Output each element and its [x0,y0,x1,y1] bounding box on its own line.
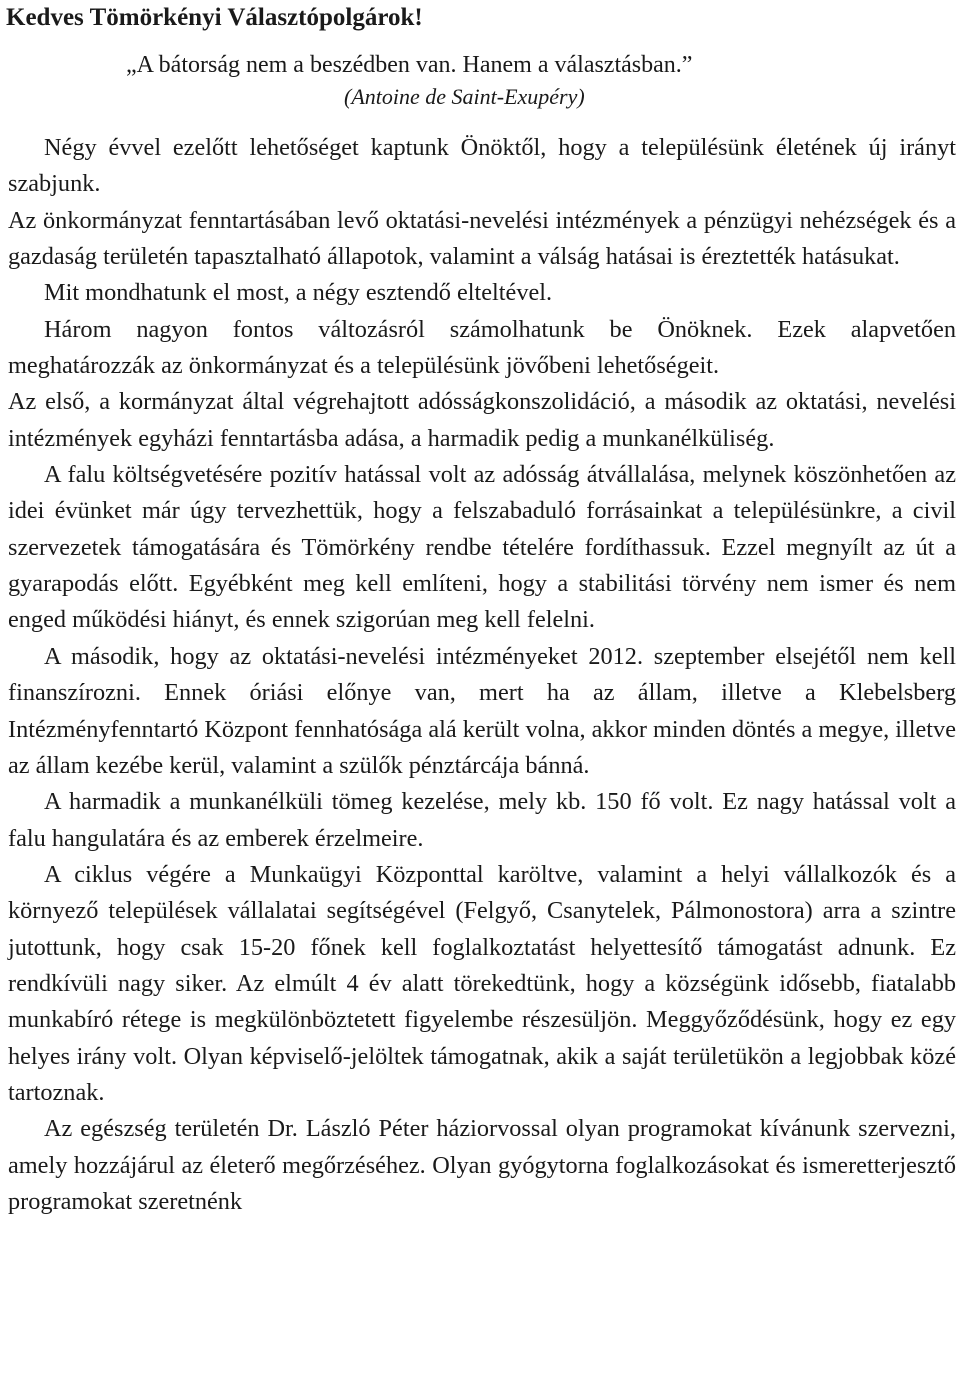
paragraph-8: A harmadik a munkanélküli tömeg kezelése, mely kb. 150 fő volt. Ez nagy hatással volt a falu hangulatára és az emberek érzelmeire. [8,788,956,852]
document-title: Kedves Tömörkényi Választópolgárok! [6,4,423,31]
paragraph-7: A második, hogy az oktatási-nevelési intézményeket 2012. szeptember elsejétől nem kell finanszírozni. Ennek óriási előnye van, mert ha az állam, illetve a Klebelsberg Intézményfenntartó Központ fennhatósága alá került volna, akkor minden döntés a megye, illetve az állam kezébe kerül, valamint a szülők pénztárcája bánná. [8,642,956,779]
document-page [8,0,956,1220]
paragraph-3: Mit mondhatunk el most, a négy esztendő elteltével. [44,279,553,307]
paragraph-6: A falu költségvetésére pozitív hatással volt az adósság átvállalása, melynek köszönhetően az idei évünket már úgy tervezhettük, hogy a felszabaduló forrásainkat a településünkre, a civil szervezetek támogatására és Tömörkény rendbe tételére fordíthassuk. Ezzel megnyílt az út a gyarapodás előtt. Egyébként meg kell említeni, hogy a stabilitási törvény nem ismer és nem enged működési hiányt, és ennek szigorúan meg kell felelni. [8,461,956,634]
paragraph-1: Négy évvel ezelőtt lehetőséget kaptunk Önöktől, hogy a településünk életének új irányt szabjunk. [8,134,956,198]
paragraph-4: Három nagyon fontos változásról számolhatunk be Önöknek. Ezek alapvetően meghatározzák az önkormányzat és a településünk jövőbeni lehetőségeit. [8,315,956,380]
paragraph-9: A ciklus végére a Munkaügyi Központtal karöltve, valamint a helyi vállalkozók és a környező települések vállalatai segítségével (Felgyő, Csanytelek, Pálmonostora) arra a szintre jutottunk, hogy csak 15-20 főnek kell foglalkoztatást helyettesítő támogatást adnunk. Ez rendkívüli nagy siker. Az elmúlt 4 év alatt törekedtünk, hogy a községünk idősebb, fiatalabb munkabíró rétege is megkülönböztetett figyelembe részesüljön. Meggyőződésünk, hogy ez egy helyes irány volt. Olyan képviselő-jelöltek támogatnak, akik a saját területükön a legjobbak közé tartoznak. [8,860,956,1106]
epigraph-author: (Antoine de Saint-Exupéry) [344,84,585,109]
letter-body [8,130,956,1220]
paragraph-10: Az egészség területén Dr. László Péter háziorvossal olyan programokat kívánunk szervezni, amely hozzájárul az életerő megőrzéséhez. Olyan gyógytorna foglalkozásokat és ismeretterjesztő programokat szeretnénk [8,1115,956,1215]
paragraph-2: Az önkormányzat fenntartásában levő oktatási-nevelési intézmények a pénzügyi nehézségek és a gazdaság területén tapasztalható állapotok, valamint a válság hatásai is éreztették hatásukat. [8,206,956,271]
paragraph-5: Az első, a kormányzat által végrehajtott adósságkonszolidáció, a második az oktatási, nevelési intézmények egyházi fenntartásba adása, a harmadik pedig a munkanélküliség. [8,388,956,452]
epigraph-quote: „A bátorság nem a beszédben van. Hanem a választásban.” [126,52,693,78]
